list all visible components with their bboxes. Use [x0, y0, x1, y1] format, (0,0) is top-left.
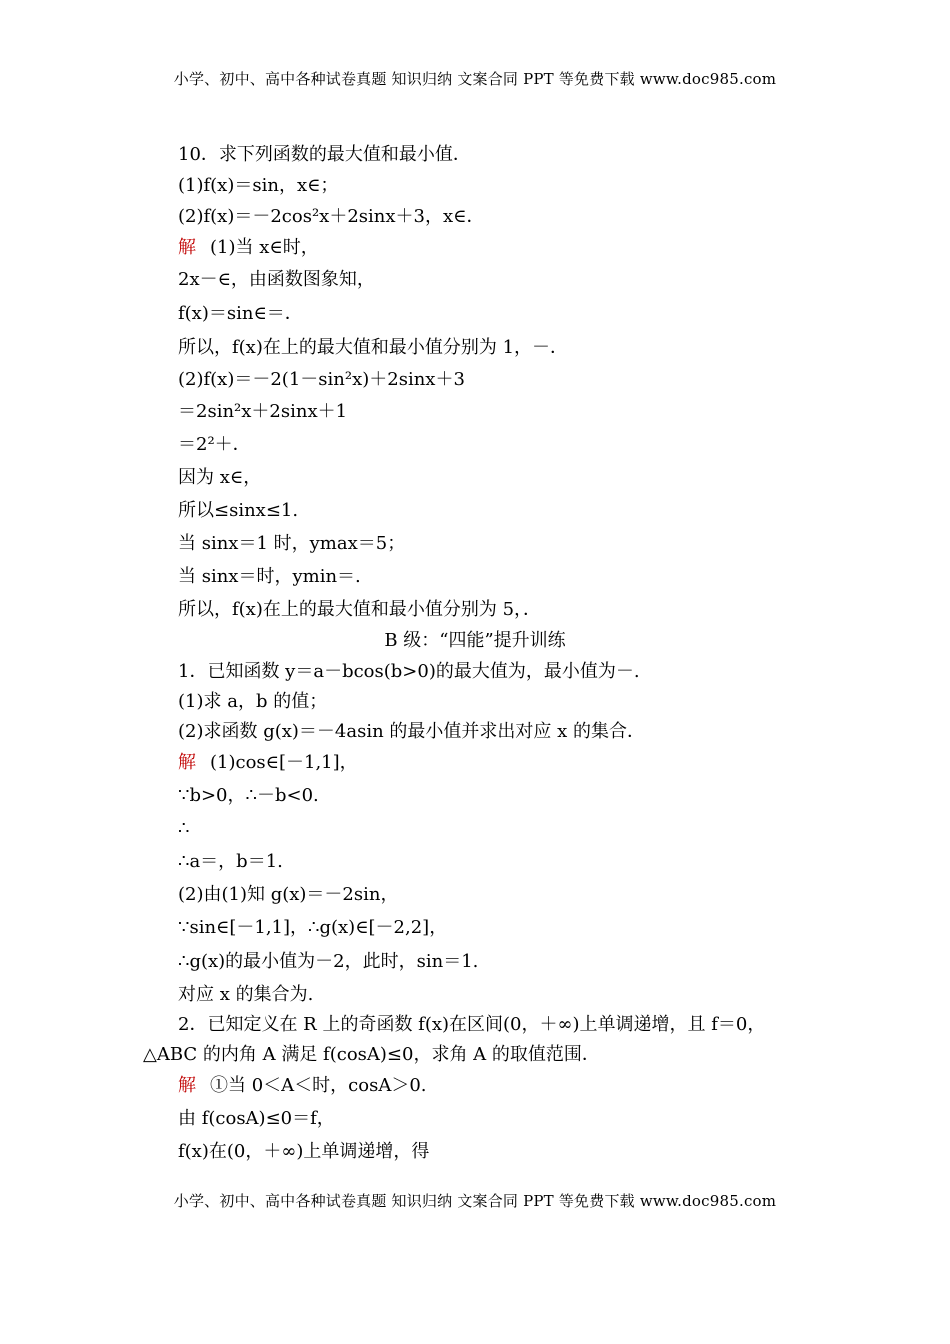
text-line [178, 1013, 765, 1037]
text-line [178, 598, 541, 622]
line-text: (1)f(x)＝sin，x∈； [178, 175, 339, 196]
line-text: (1)cos∈[－1,1]， [210, 752, 358, 773]
text-line [178, 1140, 429, 1164]
page-footer: 小学、初中、高中各种试卷真题 知识归纳 文案合同 PPT 等免费下载 www.doc985.com [173, 1192, 777, 1210]
text-line [178, 983, 313, 1007]
text-line [178, 660, 640, 684]
text-line [178, 950, 478, 974]
text-line [178, 268, 375, 292]
text-line [178, 1107, 335, 1131]
line-text: f(x)在(0，＋∞)上单调递增，得 [178, 1141, 430, 1162]
text-line [178, 466, 261, 490]
line-text: 2．已知定义在 R 上的奇函数 f(x)在区间(0，＋∞)上单调递增，且 f＝0， [178, 1014, 766, 1035]
line-text: 所以，f(x)在上的最大值和最小值分别为 1，－． [178, 337, 569, 358]
line-text: △ABC 的内角 A 满足 f(cosA)≤0，求角 A 的取值范围． [143, 1044, 600, 1065]
line-text: ∴a＝，b＝1. [178, 851, 283, 872]
solution-marker: 解 [178, 752, 196, 773]
text-line [178, 817, 189, 841]
line-text: ＝2sin²x＋2sinx＋1 [178, 401, 348, 422]
text-line [178, 336, 568, 360]
line-text: (1)求 a，b 的值； [178, 691, 328, 712]
text-line [178, 400, 347, 424]
text-line [178, 784, 319, 808]
line-text: B 级：“四能”提升训练 [384, 630, 566, 651]
text-line [178, 143, 471, 167]
line-text: 因为 x∈， [178, 467, 262, 488]
text-line [178, 205, 484, 229]
text-line [178, 433, 251, 457]
solution-marker: 解 [178, 1075, 196, 1096]
line-text: 2x－∈，由函数图象知， [178, 269, 375, 290]
line-text: 所以≤sinx≤1. [178, 500, 299, 521]
text-line [178, 532, 405, 556]
text-line [178, 850, 283, 874]
line-text: 由 f(cosA)≤0＝f， [178, 1108, 335, 1129]
text-line [178, 302, 303, 326]
text-line [178, 720, 645, 744]
page-header: 小学、初中、高中各种试卷真题 知识归纳 文案合同 PPT 等免费下载 www.doc985.com [173, 70, 777, 88]
text-line [143, 1043, 600, 1067]
solution-marker: 解 [178, 237, 196, 258]
line-text: (2)由(1)知 g(x)＝－2sin， [178, 884, 399, 905]
text-line [178, 883, 398, 907]
text-line [178, 174, 338, 198]
line-text: ＝2²＋． [178, 434, 251, 455]
text-line [178, 916, 447, 940]
line-text: 1．已知函数 y＝a－bcos(b>0)的最大值为，最小值为－. [178, 661, 640, 682]
text-line [0, 629, 950, 653]
text-line [178, 690, 327, 714]
line-text: ∴ [178, 818, 190, 839]
text-line [178, 1074, 427, 1098]
line-text: (2)f(x)＝－2cos²x＋2sinx＋3，x∈． [178, 206, 485, 227]
line-text: f(x)＝sin∈＝． [178, 303, 303, 324]
text-line [178, 751, 358, 775]
line-text: ①当 0＜A＜时，cosA＞0. [210, 1075, 427, 1096]
line-text: 10．求下列函数的最大值和最小值． [178, 144, 471, 165]
line-text: 所以，f(x)在上的最大值和最小值分别为 5，． [178, 599, 542, 620]
line-text: 对应 x 的集合为. [178, 984, 314, 1005]
line-text: (2)f(x)＝－2(1－sin²x)＋2sinx＋3 [178, 369, 465, 390]
line-text: ∴g(x)的最小值为－2，此时，sin＝1. [178, 951, 479, 972]
text-line [178, 499, 298, 523]
line-text: 当 sinx＝1 时，ymax＝5； [178, 533, 406, 554]
line-text: (1)当 x∈时， [210, 237, 319, 258]
line-text: ∵b>0，∴－b<0. [178, 785, 319, 806]
line-text: 当 sinx＝时，ymin＝. [178, 566, 361, 587]
line-text: (2)求函数 g(x)＝－4asin 的最小值并求出对应 x 的集合． [178, 721, 646, 742]
text-line [178, 236, 319, 260]
line-text: ∵sin∈[－1,1]，∴g(x)∈[－2,2]， [178, 917, 448, 938]
text-line [178, 565, 361, 589]
text-line [178, 368, 465, 392]
